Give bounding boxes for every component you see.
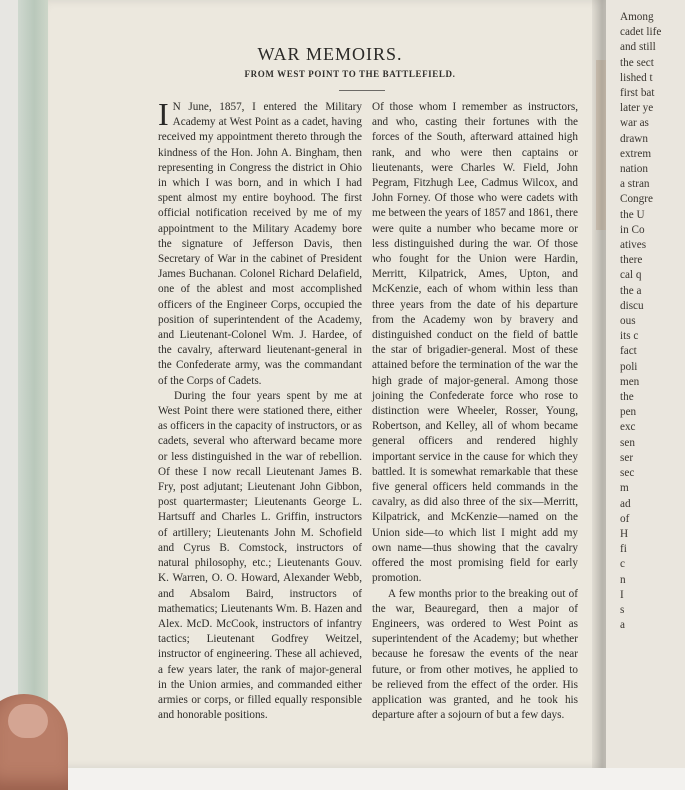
right-page-text	[620, 10, 685, 633]
right-page-line: a	[620, 619, 625, 632]
right-page-line: fi	[620, 543, 627, 556]
right-page-line: H	[620, 527, 629, 540]
right-page-line: extrem	[620, 147, 652, 160]
right-page-line: pen	[620, 406, 637, 419]
thumb-nail	[8, 704, 48, 738]
right-page-line: I	[620, 588, 624, 601]
right-page-line: Congre	[620, 193, 653, 206]
right-page-line: Among	[620, 11, 654, 23]
right-page-line: n	[620, 573, 626, 586]
right-page-line: nation	[620, 163, 648, 176]
text-column-right	[372, 100, 578, 723]
article-subtitle: FROM WEST POINT TO THE BATTLEFIELD.	[244, 69, 456, 79]
article-title: WAR MEMOIRS.	[257, 44, 403, 64]
right-page-line: war as	[620, 117, 649, 130]
title-divider	[339, 90, 385, 91]
right-page-line: of	[620, 512, 630, 525]
paragraph-1	[158, 96, 362, 389]
right-page-line: ous	[620, 315, 636, 328]
right-page-line: fact	[620, 345, 637, 358]
right-page-line: in Co	[620, 223, 645, 236]
drop-cap: I	[158, 96, 169, 132]
right-page-line: c	[620, 558, 625, 571]
right-page-line: sec	[620, 467, 635, 480]
right-page-line: drawn	[620, 132, 648, 145]
right-page-line: cal q	[620, 269, 642, 282]
paragraph-3: Of those whom I remember as instructors, and who, casting their fortunes with the forces of the South, afterward attained high rank, and who were then captains or lieutenants, were Charles W. Field, John Pegram, Fitzhugh Lee, Cadmus Wilcox, and John Forney. Of those who were cadets with me between the years of 1857 and 1861, there were quite a number who became more or less distinguished during the war. Of those who fought for the Union were Hardin, Merritt, Kilpatrick, Ames, Upton, and McKenzie, each of whom within less than three years from the date of his departure from the Academy won by bravery and distinguished conduct on the field of battle the star of brigadier-general. Most of these attained before the termination of the war the high grade of major-general. Among those joining the Confederate force who rose to distinction were Wheeler, Rosser, Young, Robertson, and Kelley, all of whom became general officers and rendered highly important service in the cause for which they battled. It is somewhat remarkable that these five general officers held commands in the cavalry, as did also three of the six—Merritt, Kilpatrick, and McKenzie—named on the Union side—to which list I might add my own name—thus showing that the cavalry offered the most promising field for early promotion.	[372, 101, 578, 585]
right-page-line: its c	[620, 330, 639, 343]
right-page-line: first bat	[620, 87, 655, 100]
right-page-line: poli	[620, 360, 638, 373]
right-page-line: later ye	[620, 102, 654, 115]
right-page-line: men	[620, 375, 640, 388]
right-page-line: and still	[620, 41, 656, 54]
right-page-line: m	[620, 482, 629, 495]
right-page-line: discu	[620, 299, 644, 312]
right-page-line: the sect	[620, 56, 654, 69]
right-page-line: lished t	[620, 71, 653, 84]
right-page-line: sen	[620, 436, 635, 449]
right-page-line: ad	[620, 497, 631, 510]
right-page-line: a stran	[620, 178, 650, 191]
right-page-line: cadet life	[620, 26, 662, 39]
paragraph-1-text: N June, 1857, I entered the Military Academy at West Point as a cadet, having received my appointment thereto through the kindness of the Hon. John A. Bingham, then representing in Congress the district in Ohio in which I was born, and in which I had spent almost my entire boyhood. The first official notification received by me of my appointment to the Military Academy bore the signature of Jefferson Davis, then Secretary of War in the cabinet of President James Buchanan. Colonel Richard Delafield, one of the ablest and most accomplished officers of the Engineer Corps, occupied the position of superintendent of the Academy, and Lieutenant-Colonel Wm. J. Hardee, of the cavalry, afterward lieutenant-general in the Confederate army, was the commandant of the Corps of Cadets.	[158, 101, 362, 387]
right-page-line: the U	[620, 208, 645, 221]
right-page-line: the	[620, 391, 634, 404]
right-page-line: atives	[620, 239, 647, 252]
right-page-line: the a	[620, 284, 642, 297]
right-page-line: there	[620, 254, 643, 267]
right-page-line: s	[620, 603, 625, 616]
right-page-line: ser	[620, 451, 634, 464]
paragraph-4: A few months prior to the breaking out of the war, Beauregard, then a major of Engineers, was ordered to West Point as superintendent of the Academy; but whether because he foresaw the events of the near future, or from other motives, he applied to be relieved from the effect of the order. His application was granted, and he took his departure after a sojourn of but a few days.	[372, 587, 578, 722]
right-page-line: exc	[620, 421, 636, 434]
text-column-left	[158, 96, 362, 723]
paragraph-2: During the four years spent by me at West Point there were stationed there, either as officers in the capacity of instructors, or as cadets, several who afterward became more or less distinguished in the war of rebellion. Of these I now recall Lieutenant James B. Fry, post adjutant; Lieutenant John Gibbon, post quartermaster; Lieutenants George L. Hartsuff and Charles L. Griffin, instructors of artillery; Lieutenants John M. Schofield and Cyrus B. Comstock, instructors of natural philosophy, etc.; Lieutenants Gouv. K. Warren, O. O. Howard, Alexander Webb, and Absalom Baird, instructors of mathematics; Lieutenants Wm. B. Hazen and Alex. McD. McCook, instructors of infantry tactics; Lieutenant Godfrey Weitzel, instructor of engineering. These all achieved, a few years later, the rank of major-general in the Union armies, and commanded either armies or corps, or filled equally responsible and honorable positions.	[158, 389, 362, 722]
